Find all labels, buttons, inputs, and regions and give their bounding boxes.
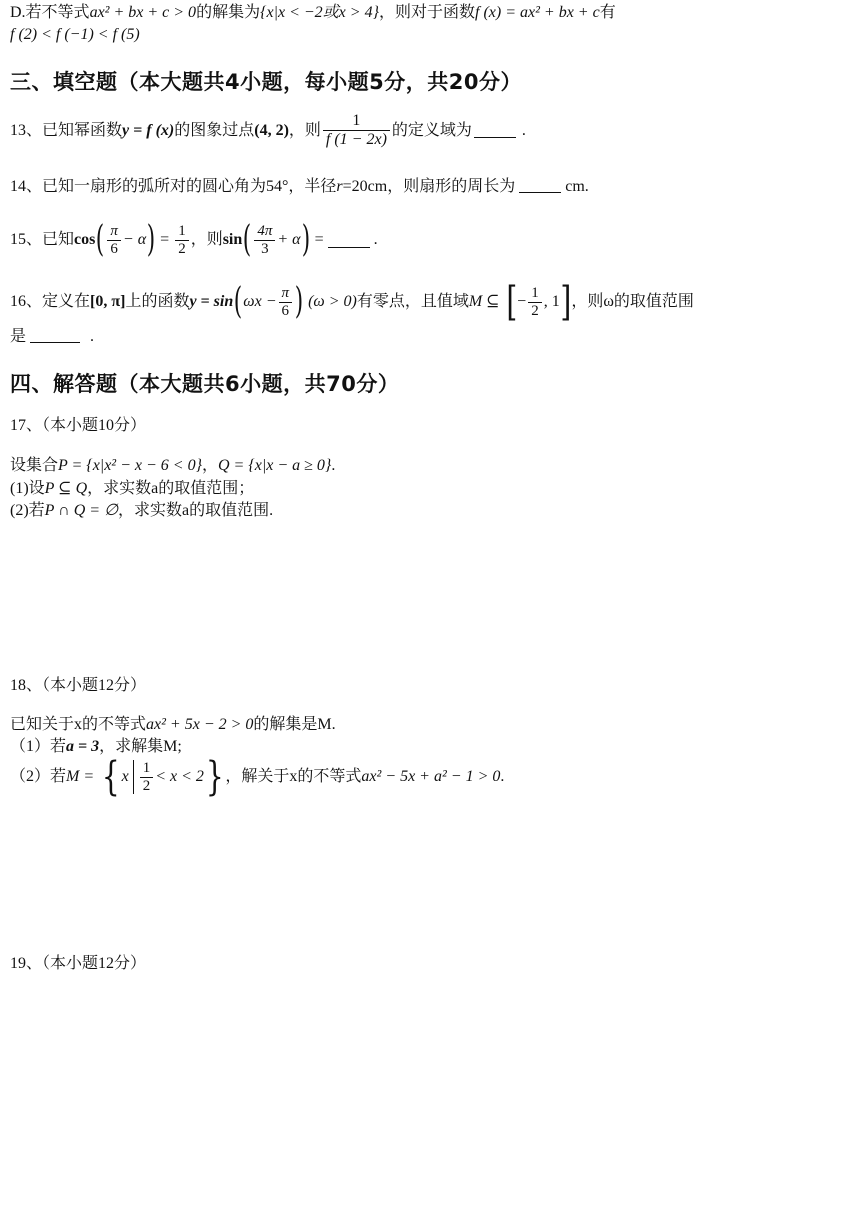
q18-part2-M: M =	[66, 768, 95, 785]
q17-part2	[10, 500, 273, 522]
q14-answer-blank[interactable]	[519, 178, 561, 193]
q18-stem-prefix: 已知关于x的不等式	[10, 716, 147, 733]
q15-frac-1-2	[175, 223, 189, 258]
section-3-title: 三、填空题（本大题共4小题，每小题5分，共20分）	[10, 70, 522, 94]
q16-end: .	[90, 328, 95, 345]
q17-set-P: P = {x|x² − x − 6 < 0}	[58, 457, 202, 474]
q18-frac-den: 2	[142, 777, 151, 794]
q18-part2-ineq: ax² − 5x + a² − 1 > 0	[361, 768, 501, 785]
q13-frac-den: f (1 − 2x)	[325, 131, 387, 148]
q13-mid2: ，则	[288, 121, 321, 139]
q16-func: y = sin	[189, 293, 234, 310]
q17-set-prefix: 设集合	[10, 457, 59, 474]
q18-part2-mid: ，解关于x的不等式	[225, 768, 362, 785]
q18-left-brace: {	[101, 754, 120, 800]
q16-neg: −	[517, 293, 527, 310]
q18-right-brace: }	[205, 754, 224, 800]
option-d-prefix: D.若不等式	[10, 4, 90, 21]
q15-minus-alpha: − α	[122, 231, 147, 248]
q16-right-bracket: ]	[560, 279, 571, 325]
q18-part1-cond: a = 3	[66, 738, 100, 755]
option-d-text: 的解集为	[196, 4, 261, 21]
q18-part2-rest: < x < 2	[155, 768, 204, 785]
q17-set-Q: Q = {x|x − a ≥ 0}	[218, 457, 332, 474]
q13-answer-blank[interactable]	[474, 123, 516, 138]
q16-M: M ⊆	[468, 293, 500, 310]
question-13	[10, 112, 526, 149]
q16-mid2: 有零点，且值域	[356, 293, 469, 310]
q13-suffix: 的定义域为	[391, 121, 472, 139]
q13-point: (4, 2)	[254, 121, 289, 139]
q15-frac1-num: π	[107, 223, 121, 241]
q15-plus-alpha: + α	[277, 231, 301, 248]
q17-part2-cond: P ∩ Q = ∅	[44, 502, 118, 519]
option-d-suffix: 有	[599, 4, 616, 21]
option-d-text2: ，则对于函数	[378, 4, 475, 21]
q13-function: y = f (x)	[122, 121, 175, 139]
q15-frac-pi-6	[107, 223, 121, 258]
q16-mid: 上的函数	[125, 293, 190, 310]
q15-frac1-den: 6	[110, 240, 118, 257]
question-16	[10, 279, 694, 325]
q15-frac3-num: 4π	[254, 223, 275, 241]
q15-cos: cos	[74, 231, 96, 248]
q15-frac-4pi-3	[254, 223, 275, 258]
question-15	[10, 220, 378, 260]
q18-stem	[10, 714, 336, 736]
q13-fraction	[323, 112, 390, 149]
q16-condition: (ω > 0)	[308, 293, 357, 310]
q18-frac-1-2	[140, 760, 154, 795]
q14-radius-symbol: r	[336, 178, 343, 195]
q15-left-paren2: (	[243, 219, 252, 260]
q13-frac-num: 1	[323, 112, 390, 131]
q17-stem	[10, 455, 335, 477]
option-d-line1	[10, 2, 616, 24]
q16-answer-blank[interactable]	[30, 328, 80, 343]
q16-suffix: ，则ω的取值范围	[571, 293, 694, 310]
q16-omega-x: ωx −	[243, 293, 277, 310]
q17-part2-prefix: (2)若	[10, 502, 45, 519]
q15-prefix: 15、已知	[10, 231, 75, 248]
q14-mid: =20cm，则扇形的周长为	[342, 178, 516, 195]
q18-frac-num: 1	[140, 760, 154, 778]
q16-range-num: 1	[528, 285, 542, 303]
q15-sin: sin	[222, 231, 243, 248]
q18-header: 18、（本小题12分）	[10, 677, 147, 694]
q16-left-paren: (	[234, 281, 243, 322]
q16-frac-pi-6	[279, 285, 293, 320]
q15-frac2-num: 1	[175, 223, 189, 241]
q15-frac3-den: 3	[261, 240, 269, 257]
q17-part1	[10, 478, 254, 500]
q14-end: cm.	[565, 178, 589, 195]
q13-prefix: 13、已知幂函数	[10, 121, 123, 139]
q16-right-paren: )	[294, 281, 304, 322]
q18-stem-suffix: 的解集是M.	[253, 716, 336, 733]
q15-end: .	[373, 231, 378, 248]
q17-part1-prefix: (1)设	[10, 480, 45, 497]
q16-left-bracket: [	[505, 279, 517, 325]
q16-prefix: 16、定义在	[10, 293, 91, 310]
q16-interval: [0, π]	[90, 293, 126, 310]
q18-part2-x: x	[121, 768, 129, 785]
q18-part1-suffix: ，求解集M;	[99, 738, 182, 755]
q17-part2-suffix: ，求实数a的取值范围.	[118, 502, 274, 519]
q16-frac-1-2	[528, 285, 542, 320]
q15-eq2: =	[314, 231, 324, 248]
q13-mid: 的图象过点	[174, 121, 255, 139]
q18-stem-ineq: ax² + 5x − 2 > 0	[146, 716, 254, 733]
q18-part2-end: .	[500, 768, 505, 785]
section-4-title: 四、解答题（本大题共6小题，共70分）	[10, 372, 400, 396]
q15-right-paren2: )	[301, 219, 310, 260]
q17-comma: ，	[201, 457, 218, 474]
q15-left-paren: (	[96, 219, 105, 260]
q17-part1-suffix: ，求实数a的取值范围；	[87, 480, 255, 497]
option-d-line2	[10, 24, 140, 46]
q16-range-den: 2	[531, 302, 539, 319]
q15-answer-blank[interactable]	[328, 233, 370, 248]
q17-part1-cond: P ⊆ Q	[44, 480, 88, 497]
q15-eq1: =	[160, 231, 170, 248]
q16-range-end: , 1	[543, 293, 560, 310]
q15-frac2-den: 2	[178, 240, 186, 257]
q16-frac-num: π	[279, 285, 293, 303]
option-d-inequality: ax² + bx + c > 0	[89, 4, 197, 21]
q15-mid: ，则	[190, 231, 223, 248]
q18-part1	[10, 736, 182, 758]
question-14	[10, 176, 589, 198]
q19-header: 19、（本小题12分）	[10, 955, 147, 972]
option-d-relation: f (2) < f (−1) < f (5)	[10, 26, 140, 43]
q13-end: .	[521, 121, 526, 139]
q18-part2-prefix: （2）若	[10, 768, 67, 785]
option-d-function: f (x) = ax² + bx + c	[475, 4, 600, 21]
q18-set-bar	[133, 760, 134, 794]
option-d-set: {x|x < −2或x > 4}	[260, 4, 379, 21]
q15-right-paren: )	[146, 219, 156, 260]
q14-prefix: 14、已知一扇形的弧所对的圆心角为54°，半径	[10, 178, 337, 195]
question-16-line2	[10, 326, 94, 348]
q18-part2	[10, 756, 504, 798]
q18-part1-prefix: （1）若	[10, 738, 67, 755]
q16-line2: 是	[10, 328, 27, 345]
q17-header: 17、（本小题10分）	[10, 417, 147, 434]
q17-dot: .	[331, 457, 336, 474]
q16-frac-den: 6	[281, 302, 289, 319]
